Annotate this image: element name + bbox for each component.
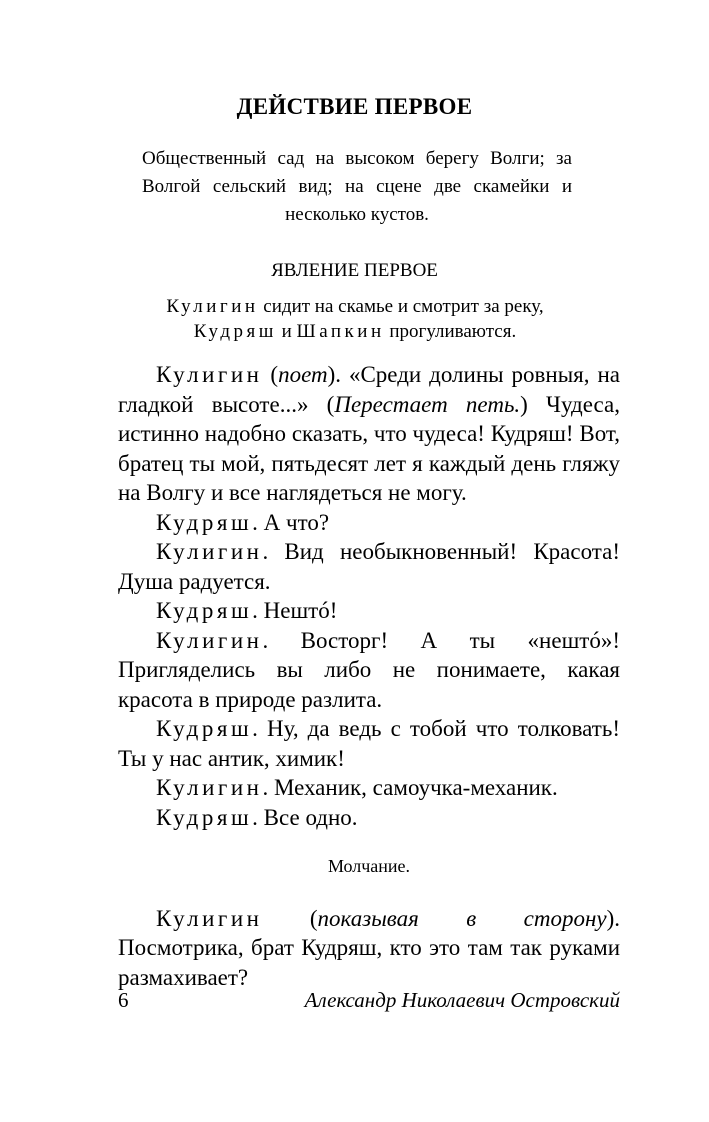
page-number: 6 xyxy=(118,988,129,1012)
character-name: Шапкин xyxy=(296,321,385,342)
speaker-name: Кулигин xyxy=(156,905,263,931)
character-name: Кулигин xyxy=(166,296,259,317)
act-title: ДЕЙСТВИЕ ПЕРВОЕ xyxy=(236,94,473,119)
dialogue-line: Кудряш. Ну, да ведь с тобой что толковать! Ты у нас антик, химик! xyxy=(118,716,620,771)
speaker-name: Кудряш xyxy=(156,509,253,535)
pause-direction: Молчание. xyxy=(327,856,411,876)
speaker-name: Кулигин xyxy=(156,775,263,800)
dialogue-line: Кудряш. Все одно. xyxy=(156,804,358,830)
speaker-name: Кудряш xyxy=(156,716,253,741)
scene-title: ЯВЛЕНИЕ ПЕРВОЕ xyxy=(271,260,438,281)
dialogue-body xyxy=(118,360,620,992)
speaker-name: Кудряш xyxy=(156,598,253,623)
stage-remark: поет xyxy=(278,362,328,387)
speaker-name: Кулигин xyxy=(156,362,263,387)
stage-remark: Перестает петь. xyxy=(334,391,521,417)
speaker-name: Кулигин xyxy=(156,539,263,564)
author-name: Александр Николаевич Островский xyxy=(304,988,620,1012)
dialogue-line: Кулигин. Вид необыкновенный! Красота! Душа радуется. xyxy=(118,539,620,594)
speaker-name: Кулигин xyxy=(156,627,263,653)
character-name: Кудряш xyxy=(193,321,277,342)
stage-line-2: Кудряш и Шапкин прогуливаются. xyxy=(193,321,517,342)
dialogue-line: Кудряш. Нештó! xyxy=(156,598,338,623)
dialogue-line: Кудряш. А что? xyxy=(156,509,330,535)
setting-description: Общественный сад на высоком берегу Волги; за Волгой сельский вид; на сцене две скамейки и несколько кустов. xyxy=(142,148,572,225)
speaker-name: Кудряш xyxy=(156,804,253,830)
dialogue-line: Кулигин (показывая в сторону). Посмотрика, брат Кудряш, кто это там так руками размахивает? xyxy=(118,905,620,990)
page-footer xyxy=(118,988,620,1013)
dialogue-line: Кулигин. Восторг! А ты «нештó»! Пригляделись вы либо не понимаете, какая красота в природе разлита. xyxy=(118,627,620,712)
dialogue-line: Кулигин (поет). «Среди долины ровныя, на гладкой высоте...» (Перестает петь.) Чудеса, истинно надобно сказать, что чудеса! Кудряш! Вот, братец ты мой, пятьдесят лет я каждый день гляжу на Волгу и все наглядеться не могу. xyxy=(118,362,620,505)
stage-remark: показывая в сторону xyxy=(317,905,607,931)
stage-line-1: Кулигин сидит на скамье и смотрит за реку, xyxy=(166,296,544,317)
dialogue-line: Кулигин. Механик, самоучка-механик. xyxy=(156,775,558,800)
stage-direction xyxy=(120,294,590,344)
